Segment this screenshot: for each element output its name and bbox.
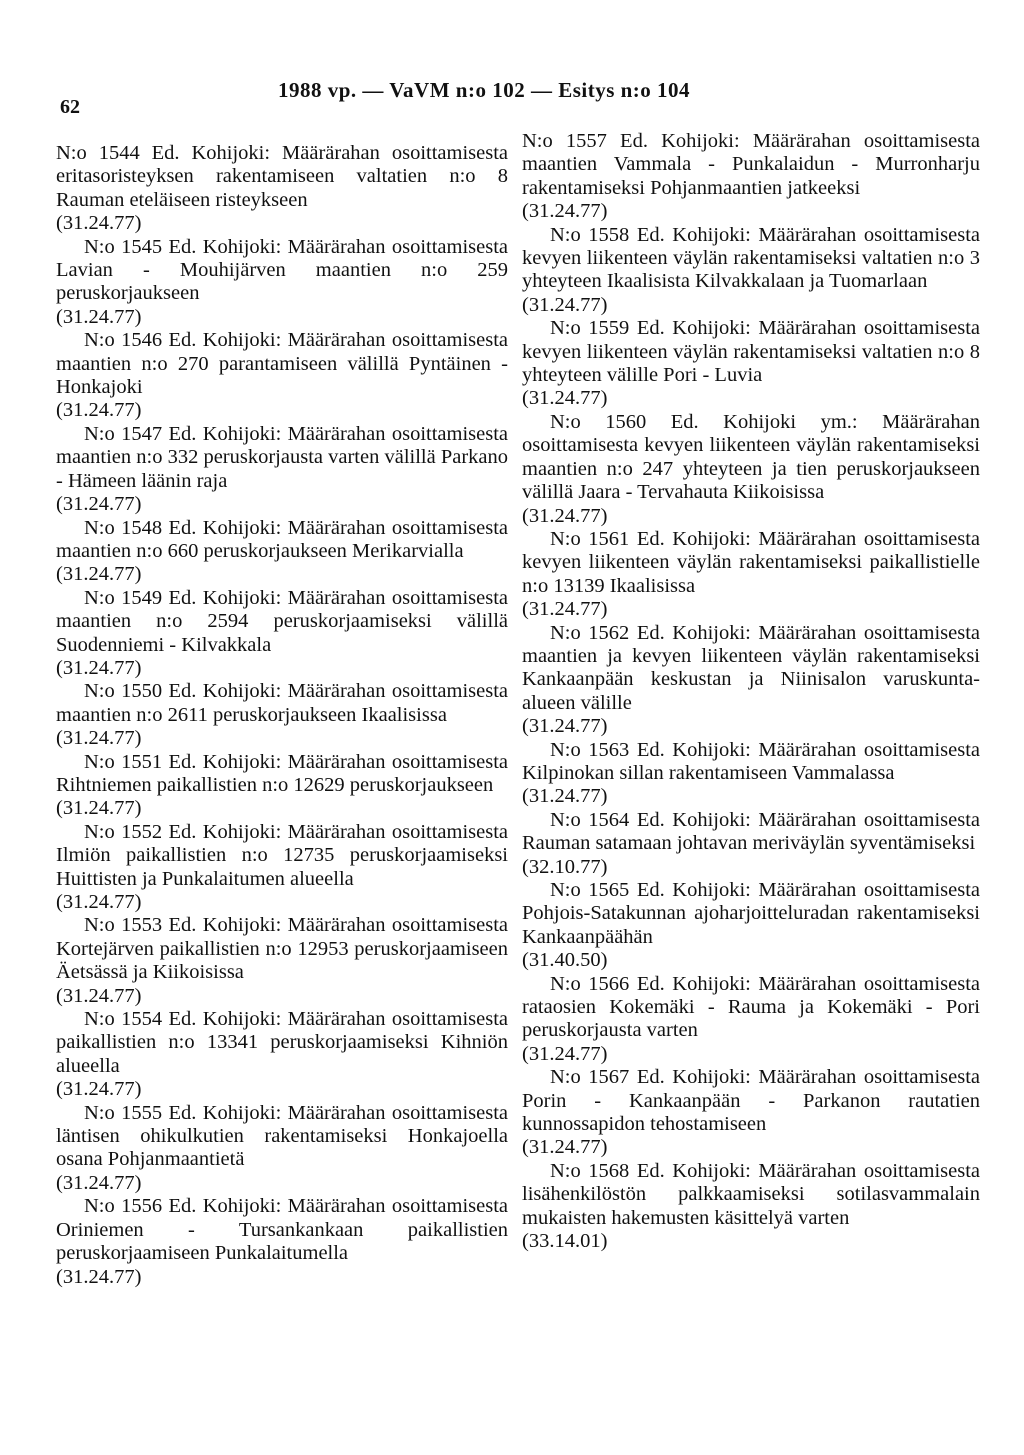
entry-date: (31.24.77) bbox=[56, 563, 142, 586]
entry-date: (31.24.77) bbox=[522, 1136, 608, 1159]
running-header: 1988 vp. — VaVM n:o 102 — Esitys n:o 104 bbox=[278, 78, 691, 102]
entry-date: (32.10.77) bbox=[522, 855, 608, 878]
entry-date: (31.24.77) bbox=[56, 305, 142, 328]
entry-text: N:o 1559 Ed. Kohijoki: Määrärahan osoittamisesta kevyen liikenteen väylän rakentamiseksi valtatien n:o 8 yhteyteen välille Pori - Luvia bbox=[522, 317, 980, 387]
entry-text: N:o 1560 Ed. Kohijoki ym.: Määrärahan osoittamisesta kevyen liikenteen väylän rakentamiseksi maantien n:o 247 yhteyteen ja tien peruskorjaukseen välillä Jaara - Tervahauta Kiikoisissa bbox=[522, 410, 980, 504]
entry-date: (31.24.77) bbox=[56, 212, 142, 235]
entry-text: N:o 1553 Ed. Kohijoki: Määrärahan osoittamisesta Kortejärven paikallistien n:o 12953 peruskorjaamiseen Äetsässä ja Kiikoisissa bbox=[56, 914, 508, 984]
document-entry bbox=[522, 411, 980, 528]
entry-text: N:o 1558 Ed. Kohijoki: Määrärahan osoittamisesta kevyen liikenteen väylän rakentamiseksi valtatien n:o 3 yhteyteen Ikaalisista Kilvakkalaan ja Tuomarlaan bbox=[522, 223, 980, 293]
document-entry bbox=[522, 973, 980, 1067]
document-entry bbox=[56, 751, 508, 821]
entry-date: (31.24.77) bbox=[56, 891, 142, 913]
document-entry bbox=[522, 809, 980, 879]
entry-text: N:o 1567 Ed. Kohijoki: Määrärahan osoittamisesta Porin - Kankaanpään - Parkanon rautatien kunnossapidon tehostamiseen bbox=[522, 1066, 980, 1136]
entry-text: N:o 1545 Ed. Kohijoki: Määrärahan osoittamisesta Lavian - Mouhijärven maantien n:o 259 peruskorjaukseen bbox=[56, 235, 508, 305]
entry-text: N:o 1563 Ed. Kohijoki: Määrärahan osoittamisesta Kilpinokan sillan rakentamiseen Vammalassa bbox=[522, 738, 980, 784]
entry-text: N:o 1568 Ed. Kohijoki: Määrärahan osoittamisesta lisähenkilöstön palkkaamiseksi sotilasvammalain mukaisten hakemusten käsittelyä varten bbox=[522, 1159, 980, 1229]
document-entry bbox=[56, 1008, 508, 1102]
entry-date: (31.24.77) bbox=[56, 1265, 142, 1288]
entry-date: (31.24.77) bbox=[56, 656, 142, 679]
document-entry bbox=[522, 739, 980, 809]
entry-text: N:o 1565 Ed. Kohijoki: Määrärahan osoittamisesta Pohjois-Satakunnan ajoharjoitteluradan rakentamiseksi Kankaanpäähän bbox=[522, 879, 980, 948]
entry-date: (33.14.01) bbox=[522, 1230, 608, 1253]
document-entry bbox=[522, 1066, 980, 1160]
entry-text: N:o 1547 Ed. Kohijoki: Määrärahan osoittamisesta maantien n:o 332 peruskorjausta varten välillä Parkano - Hämeen läänin raja bbox=[56, 422, 509, 492]
entry-date: (31.24.77) bbox=[522, 715, 608, 738]
document-entry bbox=[522, 622, 980, 739]
entry-text: N:o 1548 Ed. Kohijoki: Määrärahan osoittamisesta maantien n:o 660 peruskorjaukseen Merikarvialla bbox=[56, 516, 508, 562]
entry-date: (31.24.77) bbox=[56, 984, 142, 1007]
document-entry bbox=[522, 317, 980, 411]
right-column bbox=[522, 130, 980, 1254]
document-entry bbox=[56, 1195, 508, 1289]
document-entry bbox=[522, 224, 980, 318]
document-entry bbox=[56, 1102, 508, 1196]
entry-text: N:o 1551 Ed. Kohijoki: Määrärahan osoittamisesta Rihtniemen paikallistien n:o 12629 peruskorjaukseen bbox=[56, 750, 508, 796]
entry-text: N:o 1544 Ed. Kohijoki: Määrärahan osoittamisesta eritasoristeyksen rakentamiseen valtatien n:o 8 Rauman eteläiseen risteykseen bbox=[56, 142, 508, 211]
document-entry bbox=[56, 517, 508, 587]
entry-text: N:o 1566 Ed. Kohijoki: Määrärahan osoittamisesta rataosien Kokemäki - Rauma ja Kokemäki - Pori peruskorjausta varten bbox=[522, 972, 980, 1042]
entry-text: N:o 1550 Ed. Kohijoki: Määrärahan osoittamisesta maantien n:o 2611 peruskorjaukseen Ikaalisissa bbox=[56, 680, 508, 726]
entry-date: (31.24.77) bbox=[56, 399, 142, 422]
entry-text: N:o 1564 Ed. Kohijoki: Määrärahan osoittamisesta Rauman satamaan johtavan meriväylän syventämiseksi bbox=[522, 808, 980, 855]
document-entry bbox=[56, 821, 508, 915]
entry-text: N:o 1549 Ed. Kohijoki: Määrärahan osoittamisesta maantien n:o 2594 peruskorjaamiseksi välillä Suodenniemi - Kilvakkala bbox=[56, 586, 508, 656]
entry-date: (31.24.77) bbox=[522, 387, 608, 410]
document-entry bbox=[56, 587, 508, 681]
entry-text: N:o 1555 Ed. Kohijoki: Määrärahan osoittamisesta läntisen ohikulkutien rakentamiseksi Honkajoella osana Pohjanmaantietä bbox=[56, 1101, 508, 1171]
document-entry bbox=[522, 130, 980, 224]
document-entry bbox=[56, 423, 508, 517]
document-entry bbox=[56, 236, 508, 330]
entry-date: (31.24.77) bbox=[522, 1042, 608, 1065]
document-entry bbox=[522, 879, 980, 973]
entry-text: N:o 1562 Ed. Kohijoki: Määrärahan osoittamisesta maantien ja kevyen liikenteen väylän rakentamiseksi Kankaanpään keskustan ja Niinisalon varuskunta-alueen välille bbox=[522, 621, 980, 714]
entry-text: N:o 1546 Ed. Kohijoki: Määrärahan osoittamisesta maantien n:o 270 parantamiseen välillä Pyntäinen - Honkajoki bbox=[56, 329, 508, 399]
document-entry bbox=[56, 914, 508, 1008]
entry-text: N:o 1554 Ed. Kohijoki: Määrärahan osoittamisesta paikallistien n:o 13341 peruskorjaamiseksi Kihniön alueella bbox=[56, 1008, 508, 1077]
entry-date: (31.24.77) bbox=[522, 598, 608, 621]
entry-text: N:o 1556 Ed. Kohijoki: Määrärahan osoittamisesta Oriniemen - Tursankankaan paikallistien peruskorjaamiseen Punkalaitumella bbox=[56, 1195, 508, 1265]
entry-date: (31.24.77) bbox=[56, 1078, 142, 1101]
left-column bbox=[56, 142, 508, 1289]
entry-date: (31.24.77) bbox=[56, 797, 142, 820]
entry-text: N:o 1557 Ed. Kohijoki: Määrärahan osoittamisesta maantien Vammala - Punkalaidun - Murronharju rakentamiseksi Pohjanmaantien jatkeeksi bbox=[522, 130, 980, 199]
entry-text: N:o 1561 Ed. Kohijoki: Määrärahan osoittamisesta kevyen liikenteen väylän rakentamiseksi paikallistielle n:o 13139 Ikaalisissa bbox=[522, 527, 980, 597]
entry-date: (31.40.50) bbox=[522, 949, 608, 972]
document-entry bbox=[56, 142, 508, 236]
document-entry bbox=[56, 680, 508, 750]
entry-date: (31.24.77) bbox=[522, 504, 608, 527]
entry-date: (31.24.77) bbox=[522, 293, 608, 316]
entry-date: (31.24.77) bbox=[522, 200, 608, 223]
entry-date: (31.24.77) bbox=[56, 1171, 142, 1194]
entry-date: (31.24.77) bbox=[56, 727, 142, 750]
document-entry bbox=[56, 329, 508, 423]
entry-date: (31.24.77) bbox=[522, 785, 608, 808]
document-entry bbox=[522, 528, 980, 622]
page-number: 62 bbox=[60, 96, 80, 118]
entry-date: (31.24.77) bbox=[56, 493, 142, 516]
document-entry bbox=[522, 1160, 980, 1254]
entry-text: N:o 1552 Ed. Kohijoki: Määrärahan osoittamisesta Ilmiön paikallistien n:o 12735 peruskorjaamiseksi Huittisten ja Punkalaitumen alueella bbox=[56, 820, 508, 890]
